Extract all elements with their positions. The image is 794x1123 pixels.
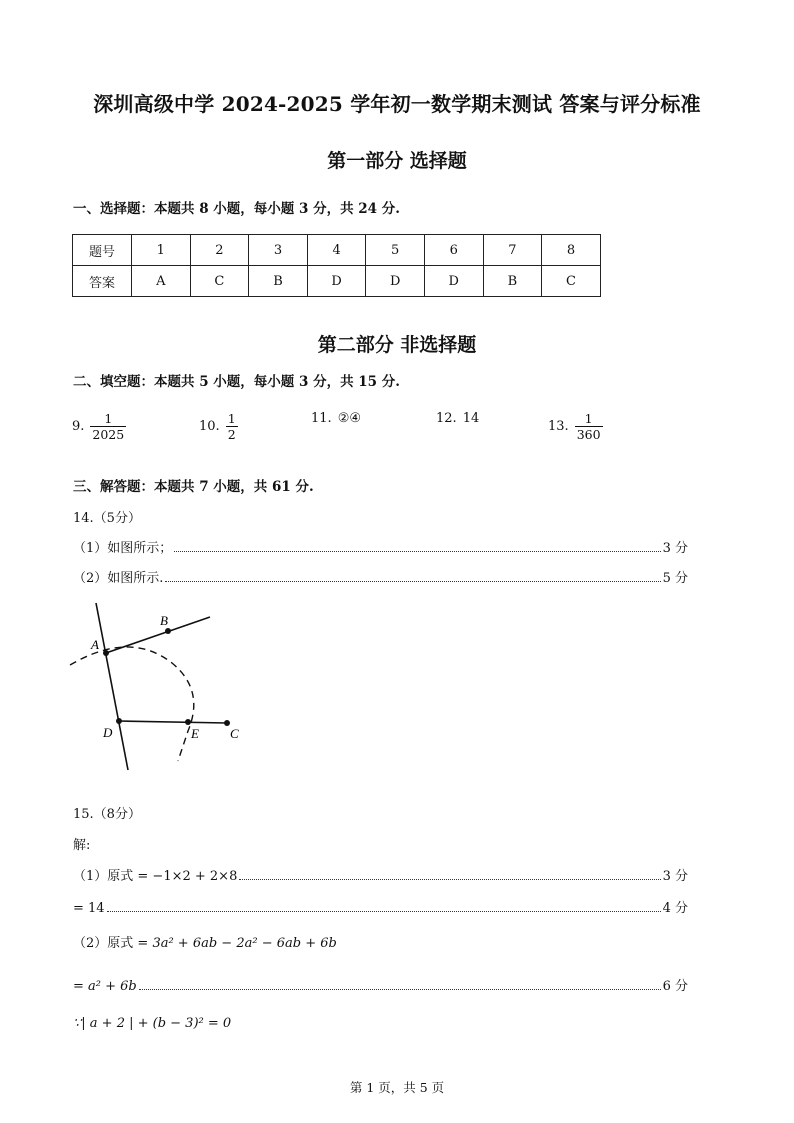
line-ad (96, 603, 128, 770)
fraction: $\frac{1}{2}$ (227, 411, 236, 442)
table-cell: 7 (483, 235, 542, 266)
point-a (103, 650, 109, 656)
fill-q13 (548, 411, 603, 442)
score: 6 分 (662, 979, 688, 994)
score: 4 分 (662, 901, 688, 916)
table-cell: 4 (307, 235, 366, 266)
leader-dots (165, 572, 660, 582)
part1-heading: 第一部分 选择题 (327, 150, 467, 172)
label-d: D (103, 725, 113, 740)
table-cell: B (483, 266, 542, 297)
question-number: 12. (436, 411, 457, 426)
section2-heading: 二、填空题：本题共 5 小题，每小题 3 分，共 15 分. (73, 374, 400, 390)
q15-line-5: ∵| a + 2 | + (b − 3)² = 0 (73, 1016, 232, 1031)
fill-q10 (199, 411, 238, 442)
table-cell: C (190, 266, 249, 297)
fraction: $\frac{1}{360}$ (576, 411, 601, 442)
q15-line-2: = 14 4 分 (73, 897, 688, 916)
geometry-figure (60, 595, 260, 780)
q15-line-3: （2）原式 = 3a² + 6ab − 2a² − 6ab + 6b (73, 936, 337, 951)
segment-dc (119, 721, 227, 723)
page-footer: 第 1 页，共 5 页 (349, 1080, 445, 1095)
score: 3 分 (662, 541, 688, 556)
q15-line-4: = a² + 6b 6 分 (73, 975, 688, 994)
q14-heading: 14.（5分） (73, 511, 141, 526)
table-cell: D (307, 266, 366, 297)
leader-dots (139, 980, 661, 990)
answer-text: 14 (462, 411, 480, 426)
table-cell: B (249, 266, 308, 297)
point-d (116, 718, 122, 724)
table-cell: C (542, 266, 601, 297)
question-number: 13. (548, 419, 569, 434)
table-row-header: 题号 (73, 235, 132, 266)
question-number: 11. (311, 411, 332, 426)
question-number: 9. (72, 419, 85, 434)
table-cell: D (366, 266, 425, 297)
table-cell: 1 (132, 235, 191, 266)
page-title: 深圳高级中学 2024-2025 学年初一数学期末测试 答案与评分标准 (93, 92, 701, 116)
solution-label: 解: (73, 838, 91, 853)
point-b (165, 628, 171, 634)
part2-heading: 第二部分 非选择题 (317, 334, 477, 356)
table-cell: 3 (249, 235, 308, 266)
label-b: B (160, 613, 168, 628)
table-row (73, 235, 601, 266)
label-e: E (191, 726, 199, 741)
table-cell: 6 (424, 235, 483, 266)
score: 5 分 (662, 571, 688, 586)
answer-text: ②④ (337, 411, 361, 426)
answer-table (72, 234, 601, 297)
fill-q9 (72, 411, 126, 442)
q15-line-1: （1）原式 = −1×2 + 2×8 3 分 (73, 865, 688, 884)
section3-heading: 三、解答题：本题共 7 小题，共 61 分. (73, 479, 314, 495)
leader-dots (239, 870, 660, 880)
score: 3 分 (662, 869, 688, 884)
section1-heading: 一、选择题：本题共 8 小题，每小题 3 分，共 24 分. (73, 201, 400, 217)
fill-q12 (436, 411, 479, 426)
arc-dashed (70, 647, 194, 761)
table-cell: A (132, 266, 191, 297)
table-cell: 5 (366, 235, 425, 266)
table-cell: 8 (542, 235, 601, 266)
question-number: 10. (199, 419, 220, 434)
label-c: C (230, 726, 239, 741)
q14-line-2: （2）如图所示. 5 分 (73, 567, 688, 586)
fill-q11 (311, 411, 361, 426)
q15-heading: 15.（8分） (73, 807, 141, 822)
table-cell: 2 (190, 235, 249, 266)
leader-dots (174, 542, 660, 552)
table-cell: D (424, 266, 483, 297)
q14-line-1: （1）如图所示； 3 分 (73, 537, 688, 556)
fraction: $\frac{1}{2025}$ (92, 411, 125, 442)
label-a: A (91, 637, 99, 652)
table-row (73, 266, 601, 297)
table-row-header: 答案 (73, 266, 132, 297)
point-e (185, 719, 191, 725)
leader-dots (107, 902, 661, 912)
